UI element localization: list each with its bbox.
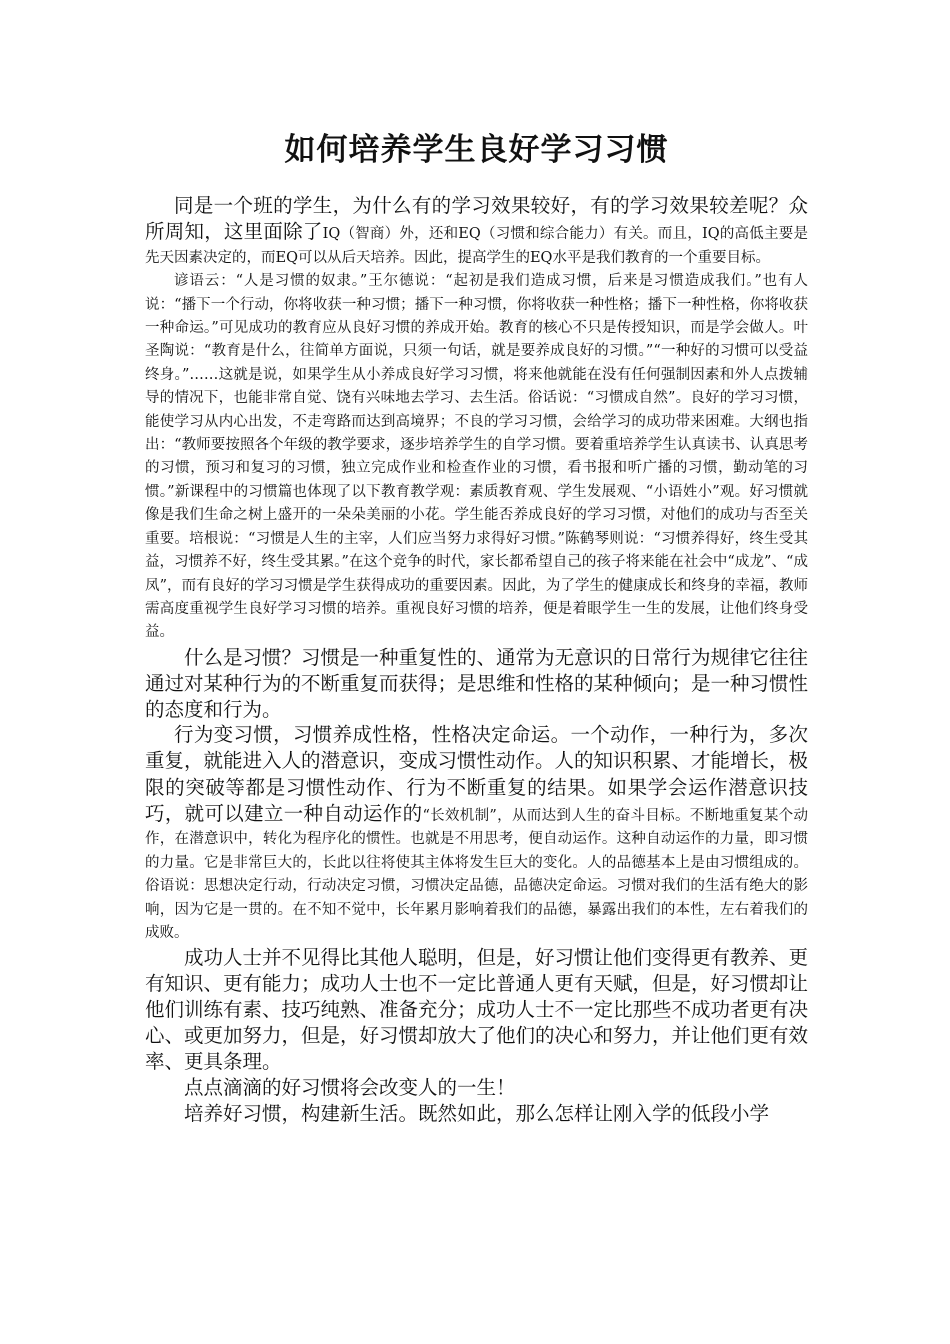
paragraph-intro-rest: IQ（智商）外，还和EQ（习惯和综合能力）有关。而且，IQ的高低主要是先天因素决定的，而EQ可以从后天培养。因此，提高学生的EQ水平是我们教育的一个重要目标。 [145, 226, 808, 266]
paragraph-proverb: 谚语云：“人是习惯的奴隶。”王尔德说：“起初是我们造成习惯，后来是习惯造成我们。”也有人说：“播下一个行动，你将收获一种习惯；播下一种习惯，你将收获一种性格；播下一种性格，你将收获一种命运。”可见成功的教育应从良好习惯的养成开始。教育的核心不只是传授知识，而是学会做人。叶圣陶说：“教育是什么，往简单方面说，只须一句话，就是要养成良好的习惯。”“一种好的习惯可以受益终身。”……这就是说，如果学生从小养成良好学习习惯，将来他就能在没有任何强制因素和外人点拨辅导的情况下，也能非常自觉、饶有兴味地去学习、去生活。俗话说：“习惯成自然”。良好的学习习惯，能使学习从内心出发，不走弯路而达到高境界；不良的学习习惯，会给学习的成功带来困难。大纲也指出：“教师要按照各个年级的教学要求，逐步培养学生的自学习惯。要着重培养学生认真读书、认真思考的习惯，预习和复习的习惯，独立完成作业和检查作业的习惯，看书报和听广播的习惯，勤动笔的习惯。”新课程中的习惯篇也体现了以下教育教学观：素质教育观、学生发展观、“小语姓小”观。好习惯就像是我们生命之树上盛开的一朵朵美丽的小花。学生能否养成良好的学习习惯，对他们的成功与否至关重要。培根说：“习惯是人生的主宰，人们应当努力求得好习惯。”陈鹤琴则说：“习惯养得好，终生受其益，习惯养不好，终生受其累。”在这个竞争的时代，家长都希望自己的孩子将来能在社会中“成龙”、“成凤”，而有良好的学习习惯是学生获得成功的重要因素。因此，为了学生的健康成长和终身的幸福，教师需高度重视学生良好学习习惯的培养。重视良好习惯的培养，便是着眼学生一生的发展，让他们终身受益。 [145, 273, 808, 641]
paragraph-habit-destiny [145, 723, 808, 946]
paragraph-new-life: 培养好习惯，构建新生活。既然如此，那么怎样让刚入学的低段小学 [184, 1102, 770, 1126]
paragraph-small-habits: 点点滴滴的好习惯将会改变人的一生！ [184, 1076, 516, 1100]
paragraph-habit-destiny-rest: “长效机制”，从而达到人生的奋斗目标。不断地重复某个动作，在潜意识中，转化为程序化的惯性。也就是不用思考，便自动运作。这种自动运作的力量，即习惯的力量。它是非常巨大的，长此以往将使其主体将发生巨大的变化。人的品德基本上是由习惯组成的。俗语说：思想决定行动，行动决定习惯，习惯决定品德，品德决定命运。习惯对我们的生活有绝大的影响，因为它是一贯的。在不知不觉中，长年累月影响着我们的品德，暴露出我们的本性，左右着我们的成败。 [145, 807, 808, 941]
paragraph-successful-people: 成功人士并不见得比其他人聪明，但是，好习惯让他们变得更有教养、更有知识、更有能力；成功人士也不一定比普通人更有天赋，但是，好习惯却让他们训练有素、技巧纯熟、准备充分；成功人士不一定比那些不成功者更有决心、或更加努力，但是，好习惯却放大了他们的决心和努力，并让他们更有效率、更具条理。 [145, 946, 809, 1074]
paragraph-what-is-habit: 什么是习惯？习惯是一种重复性的、通常为无意识的日常行为规律它往往通过对某种行为的不断重复而获得；是思维和性格的某种倾向；是一种习惯性的态度和行为。 [145, 645, 809, 721]
paragraph-intro-lead: 同是一个班的学生，为什么有的学习效果较好，有的学习效果较差呢？众所周知，这里面除了 [145, 194, 808, 244]
document-title: 如何培养学生良好学习习惯 [284, 132, 669, 168]
paragraph-intro [145, 194, 808, 270]
paragraph-habit-destiny-lead: 行为变习惯，习惯养成性格，性格决定命运。一个动作，一种行为，多次重复，就能进入人的潜意识，变成习惯性动作。人的知识积累、才能增长，极限的突破等都是习惯性动作、行为不断重复的结果。如果学会运作潜意识技巧，就可以建立一种自动运作的 [145, 722, 809, 825]
